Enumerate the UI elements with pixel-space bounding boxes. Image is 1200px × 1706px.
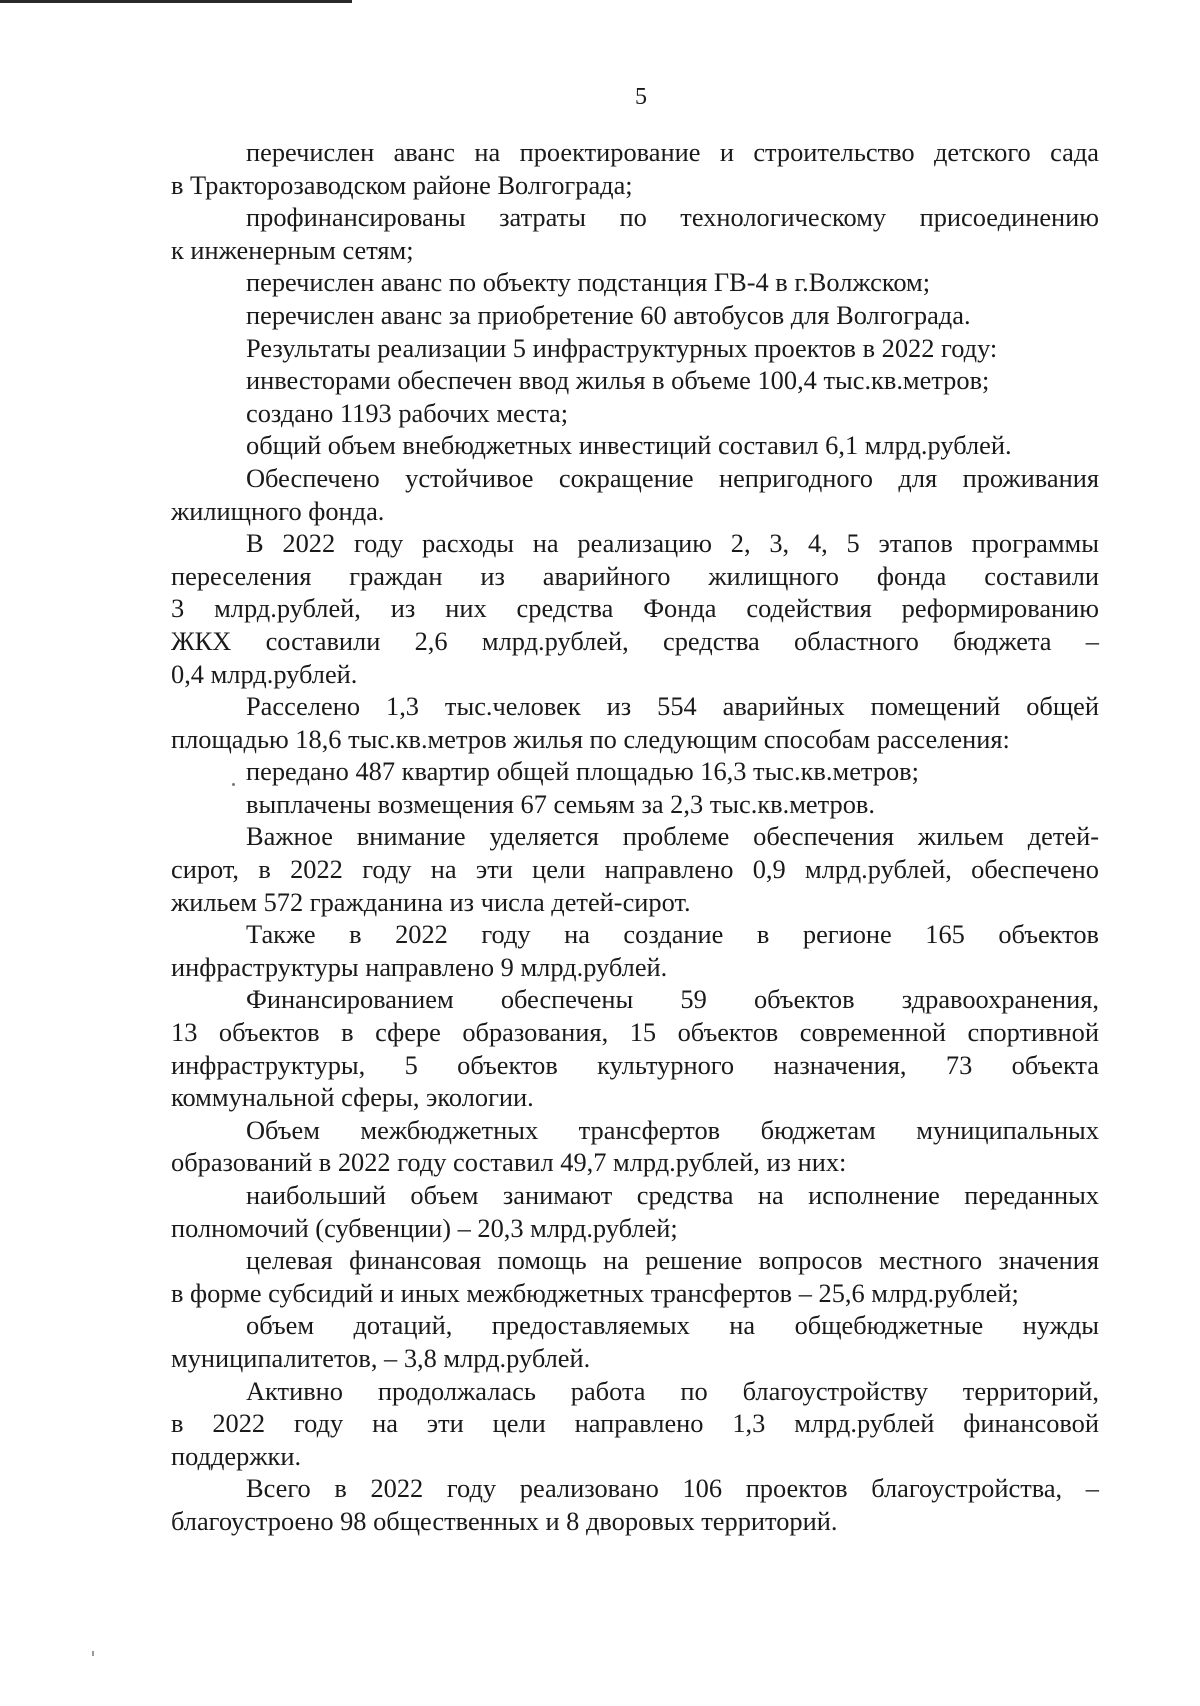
text-line: общий объем внебюджетных инвестиций составил 6,1 млрд.рублей. [246,430,1012,461]
paragraph [171,429,1099,462]
scan-speck-bottom [92,1651,94,1656]
text-line: полномочий (субвенции) – 20,3 млрд.рублей; [171,1212,678,1243]
page-number: 5 [635,84,647,110]
text-line: инвесторами обеспечен ввод жилья в объеме 100,4 тыс.кв.метров; [246,365,990,396]
text-line: площадью 18,6 тыс.кв.метров жилья по следующим способам расселения: [171,723,1010,754]
document-body [171,136,1099,1538]
paragraph [171,1114,1099,1179]
text-line: Финансированием обеспечены 59 объектов здравоохранения, [246,984,1099,1015]
text-line: объем дотаций, предоставляемых на общебюджетные нужды [246,1310,1099,1341]
text-line: 13 объектов в сфере образования, 15 объектов современной спортивной [171,1017,1099,1048]
text-line: профинансированы затраты по технологическому присоединению [246,202,1099,233]
text-line: в форме субсидий и иных межбюджетных трансфертов – 25,6 млрд.рублей; [171,1277,1019,1308]
paragraph [171,918,1099,983]
text-line: инфраструктуры, 5 объектов культурного назначения, 73 объекта [171,1049,1099,1080]
text-line: Результаты реализации 5 инфраструктурных проектов в 2022 году: [246,332,998,363]
paragraph [171,136,1099,201]
text-line: наибольший объем занимают средства на исполнение переданных [246,1180,1099,1210]
paragraph [171,1309,1099,1374]
paragraph [171,266,1099,299]
text-line: поддержки. [171,1440,302,1471]
scan-speck [232,783,235,786]
paragraph [171,364,1099,397]
text-line: благоустроено 98 общественных и 8 дворовых территорий. [171,1505,838,1536]
paragraph [171,820,1099,918]
text-line: перечислен аванс за приобретение 60 автобусов для Волгограда. [246,299,971,330]
text-line: Объем межбюджетных трансфертов бюджетам муниципальных [246,1114,1099,1145]
text-line: жильем 572 гражданина из числа детей-сирот. [171,886,691,917]
text-line: целевая финансовая помощь на решение вопросов местного значения [246,1245,1099,1276]
text-line: Всего в 2022 году реализовано 106 проектов благоустройства, – [246,1473,1099,1504]
paragraph [171,201,1099,266]
text-line: 0,4 млрд.рублей. [171,658,358,689]
paragraph [171,527,1099,690]
paragraph [171,788,1099,821]
text-line: муниципалитетов, – 3,8 млрд.рублей. [171,1342,591,1373]
text-line: ЖКХ составили 2,6 млрд.рублей, средства областного бюджета – [171,625,1099,656]
text-line: перечислен аванс по объекту подстанция ГВ-4 в г.Волжском; [246,267,931,298]
text-line: в Тракторозаводском районе Волгограда; [171,169,633,200]
text-line: Расселено 1,3 тыс.человек из 554 аварийных помещений общей [246,691,1099,722]
paragraph [171,983,1099,1113]
text-line: Важное внимание уделяется проблеме обеспечения жильем детей- [246,821,1099,852]
paragraph [171,1244,1099,1309]
text-line: выплачены возмещения 67 семьям за 2,3 тыс.кв.метров. [246,788,875,819]
paragraph [171,1179,1099,1244]
text-line: Обеспечено устойчивое сокращение непригодного для проживания [246,462,1099,493]
text-line: инфраструктуры направлено 9 млрд.рублей. [171,951,668,982]
paragraph [171,1472,1099,1537]
text-line: сирот, в 2022 году на эти цели направлено 0,9 млрд.рублей, обеспечено [171,854,1099,885]
text-line: перечислен аванс на проектирование и строительство детского сада [246,137,1099,167]
text-line: создано 1193 рабочих места; [246,397,569,428]
text-line: к инженерным сетям; [171,234,414,265]
paragraph [171,1375,1099,1473]
paragraph [171,299,1099,332]
text-line: образований в 2022 году составил 49,7 млрд.рублей, из них: [171,1147,847,1178]
text-line: 3 млрд.рублей, из них средства Фонда содействия реформированию [171,593,1099,624]
paragraph [171,332,1099,365]
text-line: переселения граждан из аварийного жилищного фонда составили [171,560,1099,591]
scan-edge-mark [0,0,352,3]
text-line: В 2022 году расходы на реализацию 2, 3, 4, 5 этапов программы [246,528,1099,559]
paragraph [171,755,1099,788]
paragraph [171,690,1099,755]
paragraph [171,462,1099,527]
paragraph [171,397,1099,430]
text-line: Также в 2022 году на создание в регионе 165 объектов [246,919,1099,950]
text-line: коммунальной сферы, экологии. [171,1082,534,1113]
text-line: передано 487 квартир общей площадью 16,3 тыс.кв.метров; [246,756,919,787]
text-line: в 2022 году на эти цели направлено 1,3 млрд.рублей финансовой [171,1408,1099,1439]
text-line: жилищного фонда. [171,495,385,526]
text-line: Активно продолжалась работа по благоустройству территорий, [246,1375,1099,1406]
